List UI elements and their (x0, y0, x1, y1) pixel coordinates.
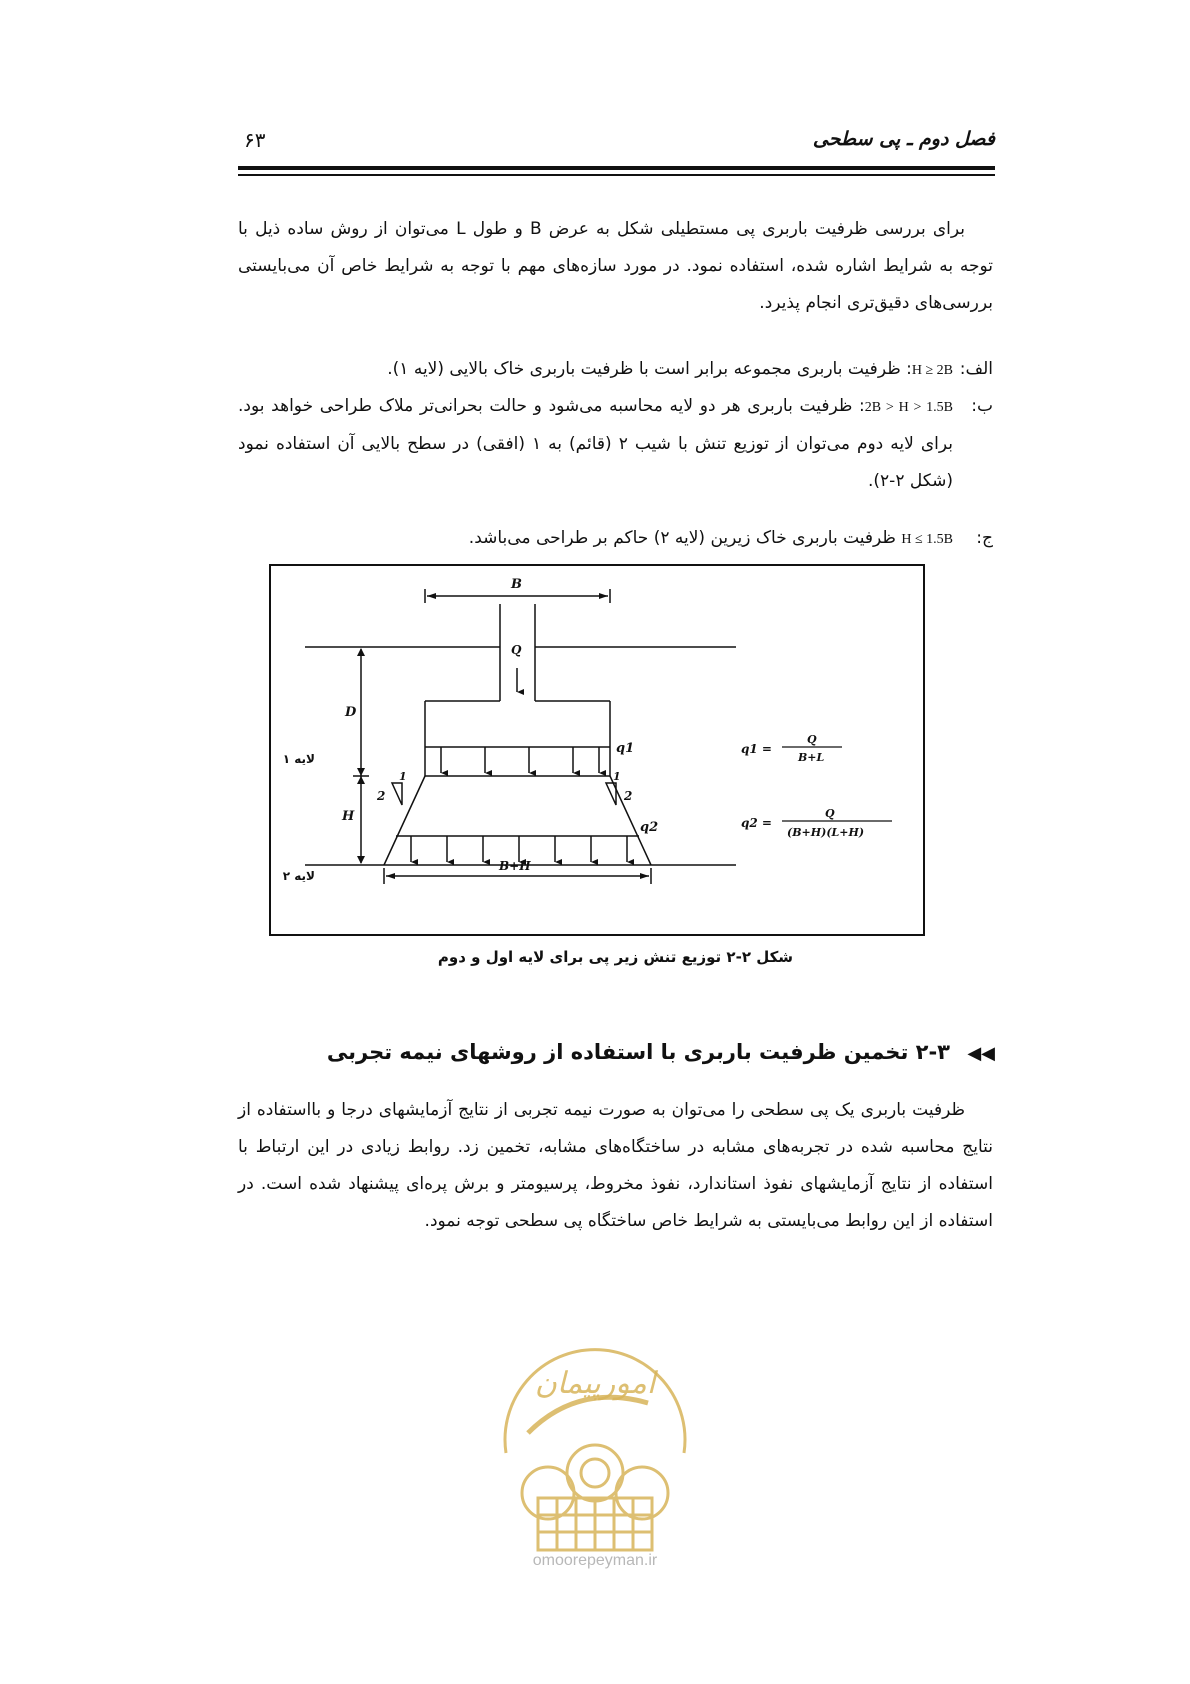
section-number: ۲-۳ (915, 1040, 950, 1064)
case-a-label: الف: (959, 359, 993, 379)
header-rule (238, 166, 995, 170)
eq-q1-lhs: q1 = (741, 742, 772, 756)
case-a-condition: H ≥ 2B (911, 363, 953, 378)
figure-caption: شکل ۲-۲ توزیع تنش زیر پی برای لایه اول و دوم (437, 948, 794, 966)
case-c (238, 520, 993, 558)
stress-distribution-figure (269, 564, 925, 936)
slope-label-2-left: 2 (377, 789, 386, 803)
eq-q1-den: B+L (798, 751, 825, 764)
eq-q2-lhs: q2 = (741, 816, 772, 830)
case-a (238, 351, 993, 389)
slope-label-1-left: 1 (399, 770, 407, 783)
case-c-label: ج: (976, 528, 993, 548)
eq-q2-num: Q (825, 807, 835, 820)
page-number: ۶۳ (244, 128, 266, 152)
section-paragraph (238, 1092, 993, 1240)
case-b-condition: 2B > H > 1.5B (864, 400, 954, 415)
intro-text: برای بررسی ظرفیت باربری پی مستطیلی شکل به عرض B و طول L می‌توان از روش ساده ذیل با توجه به شرایط اشاره شده، استفاده نمود. در مورد سازه‌های مهم با توجه به شرایط خاص آن می‌بایستی بررسی‌های دقیق‌تری انجام پذیرد. (238, 219, 993, 313)
label-d: D (345, 705, 357, 720)
label-q1: q1 (616, 741, 635, 756)
section-heading (327, 1040, 995, 1064)
eq-q2-den: (B+H)(L+H) (787, 826, 865, 839)
omoorepeyman-logo (488, 1313, 702, 1583)
section-title-text: تخمین ظرفیت باربری با استفاده از روشهای نیمه تجربی (326, 1040, 909, 1064)
slope-label-2-right: 2 (624, 789, 633, 803)
case-c-text: ظرفیت باربری خاک زیرین (لایه ۲) حاکم بر طراحی می‌باشد. (468, 528, 902, 548)
label-h: H (342, 809, 355, 824)
running-head: فصل دوم ـ پی سطحی (812, 128, 995, 150)
label-layer-1: لایه ۱ (282, 752, 315, 766)
case-c-condition: H ≤ 1.5B (901, 532, 953, 547)
eq-q1-num: Q (807, 733, 817, 746)
header-rule-thin (238, 174, 995, 176)
case-b (238, 388, 993, 500)
double-arrow-icon: ◀◀ (967, 1043, 995, 1064)
label-b-plus-h: B+H (499, 859, 531, 873)
logo-brand-text: امورپیمان (534, 1366, 656, 1401)
case-b-label: ب: (971, 396, 993, 416)
case-b-text: : ظرفیت باربری هر دو لایه محاسبه می‌شود و حالت بحرانی‌تر ملاک طراحی خواهد بود. برای لایه دوم می‌توان از توزیع تنش با شیب ۲ (قائم) به ۱ (افقی) در سطح بالایی آن استفاده نمود (شکل ۲-۲). (238, 396, 953, 491)
slope-label-1-right: 1 (613, 770, 621, 783)
footing-diagram (271, 566, 927, 938)
label-b: B (511, 577, 522, 592)
label-layer-2: لایه ۲ (282, 869, 315, 883)
watermark-url: omoorepeyman.ir (532, 1552, 658, 1569)
intro-paragraph (238, 211, 993, 322)
case-a-text: : ظرفیت باربری مجموعه برابر است با ظرفیت باربری خاک بالایی (لایه ۱). (387, 359, 912, 379)
label-q2: q2 (640, 820, 659, 835)
label-q-load: Q (511, 643, 522, 657)
section-body-text: ظرفیت باربری یک پی سطحی را می‌توان به صورت نیمه تجربی از نتایج آزمایشهای درجا و بااستفاده از نتایج محاسبه شده در تجربه‌های مشابه در ساختگاه‌های مشابه، تخمین زد. روابط زیادی در این ارتباط با استفاده از نتایج آزمایشهای نفوذ استاندارد، نفوذ مخروط، پرسیومتر و برش پره‌ای پیشنهاد شده است. در استفاده از این روابط می‌بایستی به شرایط خاص ساختگاه پی سطحی توجه نمود. (238, 1100, 993, 1231)
